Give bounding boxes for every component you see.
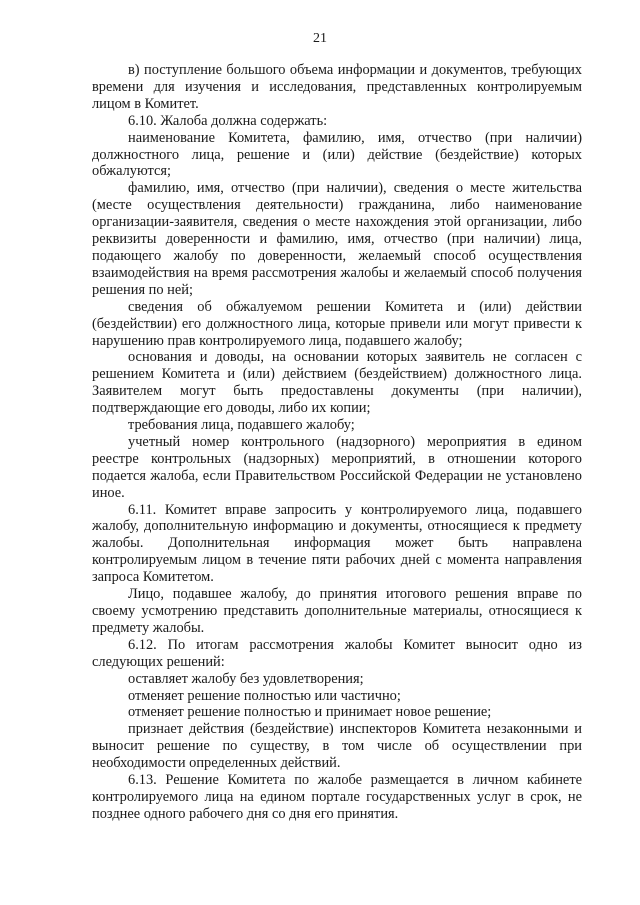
paragraph-decision-leave: оставляет жалобу без удовлетворения; bbox=[128, 670, 364, 687]
paragraph-registry-number: учетный номер контрольного (надзорного) мероприятия в едином реестре контрольных (надзорных) мероприятий, в отношении которого подается жалоба, если Правительством Российской Федерации не установлено иное. bbox=[92, 433, 582, 501]
paragraph-appealed-decision: сведения об обжалуемом решении Комитета и (или) действии (бездействии) его должностного лица, которые привели или могут привести к нарушению прав контролируемого лица, подавшего жалобу; bbox=[92, 298, 582, 349]
page-number: 21 bbox=[313, 31, 327, 46]
paragraph-6-12: 6.12. По итогам рассмотрения жалобы Комитет выносит одно из следующих решений: bbox=[92, 636, 582, 670]
document-body bbox=[92, 62, 582, 823]
paragraph-v-large-volume: в) поступление большого объема информации и документов, требующих времени для изучения и исследования, представленных контролируемым лицом в Комитет. bbox=[92, 62, 582, 112]
paragraph-decision-cancel-new: отменяет решение полностью и принимает новое решение; bbox=[128, 704, 492, 721]
paragraph-6-13: 6.13. Решение Комитета по жалобе размещается в личном кабинете контролируемого лица на едином портале государственных услуг в срок, не позднее одного рабочего дня со дня его принятия. bbox=[92, 772, 582, 822]
paragraph-decision-unlawful: признает действия (бездействие) инспекторов Комитета незаконными и выносит решение по существу, в том числе об осуществлении при необходимости определенных действий. bbox=[92, 721, 582, 772]
paragraph-decision-cancel-partial: отменяет решение полностью или частично; bbox=[128, 687, 401, 704]
paragraph-6-10-heading: 6.10. Жалоба должна содержать: bbox=[128, 112, 328, 129]
paragraph-applicant-details: фамилию, имя, отчество (при наличии), сведения о месте жительства (месте осуществления деятельности) гражданина, либо наименование организации-заявителя, сведения о месте нахождения этой организации, либо реквизиты доверенности и фамилию, имя, отчество (при наличии) лица, подающего жалобу по доверенности, желаемый способ осуществления взаимодействия на время рассмотрения жалобы и желаемый способ получения решения по ней; bbox=[92, 180, 582, 298]
paragraph-requirements: требования лица, подавшего жалобу; bbox=[128, 417, 355, 434]
paragraph-grounds: основания и доводы, на основании которых заявитель не согласен с решением Комитета и (или) действием (бездействием) должностного лица. Заявителем могут быть предоставлены документы (при наличии), подтверждающие его доводы, либо их копии; bbox=[92, 349, 582, 417]
paragraph-additional-materials: Лицо, подавшее жалобу, до принятия итогового решения вправе по своему усмотрению представить дополнительные материалы, относящиеся к предмету жалобы. bbox=[92, 586, 582, 636]
paragraph-6-11: 6.11. Комитет вправе запросить у контролируемого лица, подавшего жалобу, дополнительную информацию и документы, относящиеся к предмету жалобы. Дополнительная информация может быть направлена контролируемым лицом в течение пяти рабочих дней с момента направления запроса Комитетом. bbox=[92, 501, 582, 586]
paragraph-committee-name: наименование Комитета, фамилию, имя, отчество (при наличии) должностного лица, решение и (или) действие (бездействие) которых обжалуются; bbox=[92, 129, 582, 180]
